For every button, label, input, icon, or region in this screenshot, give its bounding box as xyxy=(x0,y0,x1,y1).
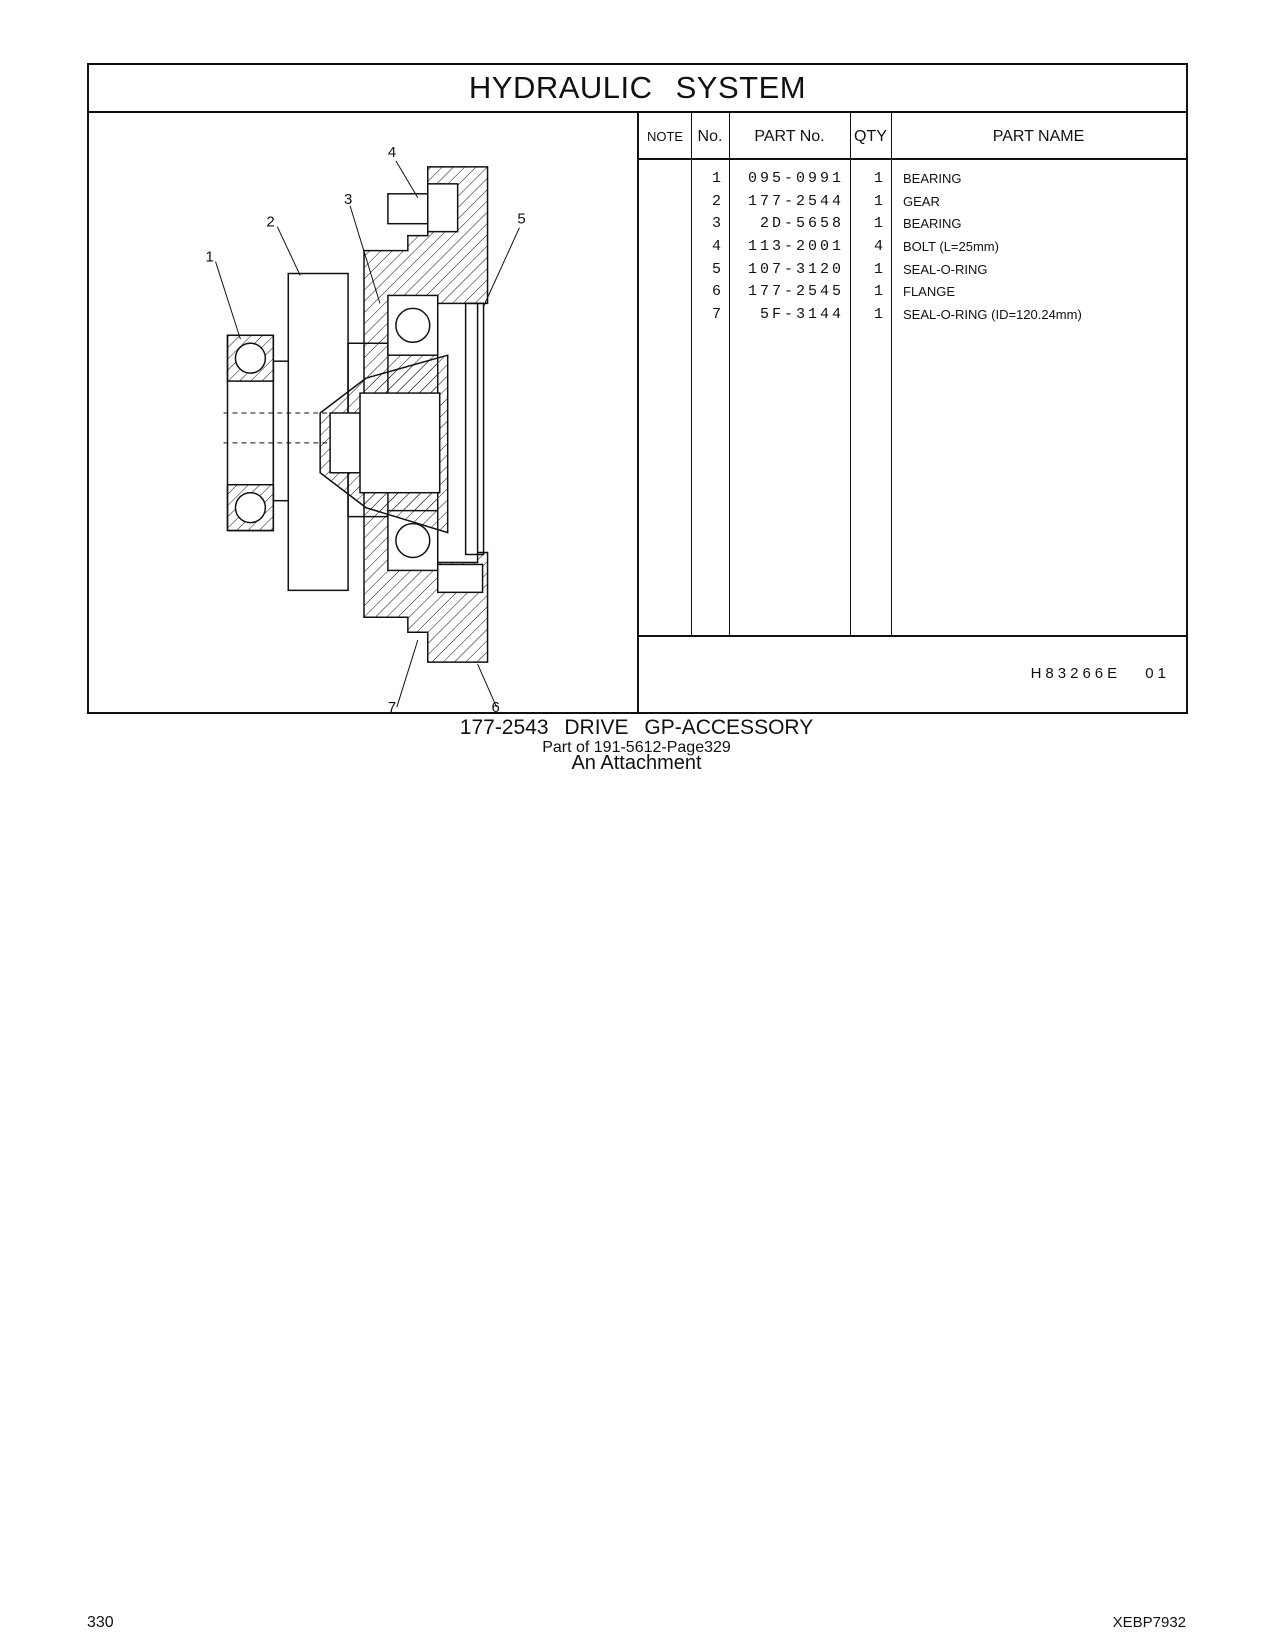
quantity: 1 xyxy=(873,283,883,301)
quantity: 1 xyxy=(873,170,883,187)
illustration-reference-code: H83266E 01 xyxy=(1030,665,1170,682)
table-row xyxy=(639,168,1186,191)
quantity: 1 xyxy=(873,260,883,278)
group-title: 177-2543 DRIVE GP-ACCESSORY xyxy=(459,716,814,739)
item-number: 6 xyxy=(711,283,721,301)
item-number: 3 xyxy=(711,215,721,233)
column-header-part-name: PART NAME xyxy=(992,127,1085,145)
table-row xyxy=(639,236,1186,259)
page-number: 330 xyxy=(87,1614,114,1631)
part-number: 5F-3144 xyxy=(759,306,844,324)
callout-4: 4 xyxy=(387,143,397,161)
part-name: BOLT (L=25mm) xyxy=(903,239,999,255)
part-name: FLANGE xyxy=(903,284,956,300)
table-footer-divider xyxy=(639,635,1186,637)
item-number: 1 xyxy=(711,170,721,187)
item-number: 4 xyxy=(711,238,721,256)
part-number: 2D-5658 xyxy=(759,215,844,233)
table-row xyxy=(639,304,1186,327)
callout-6: 6 xyxy=(491,698,500,712)
table-row xyxy=(639,213,1186,236)
section-title: HYDRAULIC SYSTEM xyxy=(89,65,1186,113)
shaft-drawing xyxy=(320,355,448,532)
table-body xyxy=(639,168,1186,327)
part-number: 113-2001 xyxy=(747,238,844,256)
group-reference: Part of 191-5612-Page329 xyxy=(542,739,731,756)
part-name: SEAL-O-RING xyxy=(903,261,988,277)
column-header-part-no: PART No. xyxy=(754,127,825,145)
quantity: 1 xyxy=(873,192,883,210)
quantity: 1 xyxy=(873,306,883,324)
quantity: 1 xyxy=(873,215,883,233)
callout-3: 3 xyxy=(344,190,353,208)
part-number: 177-2545 xyxy=(747,283,844,301)
item-number: 5 xyxy=(711,260,721,278)
callout-1: 1 xyxy=(205,248,214,266)
part-name: SEAL-O-RING (ID=120.24mm) xyxy=(903,307,1082,323)
callout-2: 2 xyxy=(266,213,275,231)
part-number: 107-3120 xyxy=(747,260,844,278)
document-code: XEBP7932 xyxy=(1112,1614,1186,1631)
parts-table xyxy=(639,113,1186,712)
column-header-note: NOTE xyxy=(646,129,684,144)
table-header xyxy=(639,113,1186,160)
table-row xyxy=(639,281,1186,304)
column-header-no: No. xyxy=(697,127,723,145)
parts-diagram-frame xyxy=(87,63,1188,714)
item-number: 7 xyxy=(711,306,721,324)
item-number: 2 xyxy=(711,192,721,210)
bearing-1-drawing xyxy=(227,335,273,530)
part-name: BEARING xyxy=(903,171,962,186)
part-name: GEAR xyxy=(903,193,940,209)
table-row xyxy=(639,191,1186,214)
exploded-view-illustration xyxy=(89,113,639,712)
part-number: 095-0991 xyxy=(747,170,844,187)
column-header-qty: QTY xyxy=(854,127,887,145)
callout-5: 5 xyxy=(517,210,526,228)
quantity: 4 xyxy=(873,238,883,256)
table-row xyxy=(639,259,1186,282)
part-name: BEARING xyxy=(903,216,962,232)
callout-7: 7 xyxy=(387,698,397,712)
part-number: 177-2544 xyxy=(747,192,844,210)
group-category: An Attachment xyxy=(571,752,702,774)
assembly-drawing xyxy=(89,113,637,712)
